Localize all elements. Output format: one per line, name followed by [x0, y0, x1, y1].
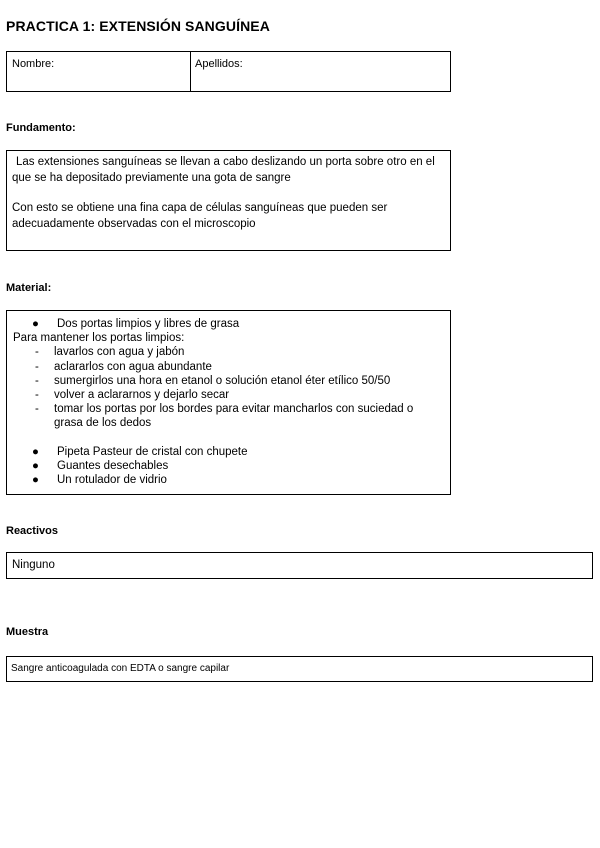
- muestra-value: Sangre anticoagulada con EDTA o sangre capilar: [11, 663, 230, 674]
- material-item: [13, 317, 444, 331]
- fundamento-paragraph-2: Con esto se obtiene una fina capa de células sanguíneas que pueden ser adecuadamente observadas con el microscopio: [12, 202, 388, 230]
- cleaning-step: [13, 402, 444, 430]
- bullet-icon: ●: [32, 318, 39, 330]
- material-box: [6, 310, 451, 495]
- material-item-text: Guantes desechables: [57, 459, 169, 472]
- apellidos-label: Apellidos:: [195, 58, 243, 70]
- cleaning-step: [13, 374, 444, 388]
- cleaning-step: [13, 360, 444, 374]
- fundamento-heading: Fundamento:: [6, 122, 76, 134]
- material-item: [13, 473, 444, 487]
- material-item-text: Pipeta Pasteur de cristal con chupete: [57, 445, 248, 458]
- name-fields-box: [6, 51, 451, 92]
- material-item-text: Dos portas limpios y libres de grasa: [57, 318, 240, 330]
- cleaning-step: [13, 388, 444, 402]
- apellidos-field[interactable]: [190, 52, 450, 91]
- fundamento-box: [6, 150, 451, 251]
- dash-marker: -: [35, 403, 39, 416]
- cleaning-step-text: tomar los portas por los bordes para evitar mancharlos con suciedad o grasa de los dedos: [54, 403, 414, 430]
- cleaning-step-text: volver a aclararnos y dejarlo secar: [54, 389, 230, 402]
- dash-marker: -: [35, 374, 39, 387]
- bullet-icon: ●: [32, 459, 39, 472]
- nombre-field[interactable]: [7, 52, 191, 91]
- bullet-icon: ●: [32, 474, 39, 487]
- cleaning-intro: Para mantener los portas limpios:: [13, 332, 185, 345]
- cleaning-step-text: lavarlos con agua y jabón: [54, 346, 185, 359]
- cleaning-step-text: sumergirlos una hora en etanol o solución etanol éter etílico 50/50: [54, 374, 391, 387]
- dash-marker: -: [35, 346, 39, 359]
- material-heading: Material:: [6, 282, 52, 294]
- material-item-text: Un rotulador de vidrio: [57, 474, 167, 487]
- reactivos-value: Ninguno: [12, 559, 55, 571]
- nombre-label: Nombre:: [12, 58, 55, 70]
- dash-marker: -: [35, 389, 39, 402]
- muestra-heading: Muestra: [6, 626, 49, 638]
- reactivos-box: [6, 552, 593, 579]
- bullet-icon: ●: [32, 445, 39, 458]
- material-item: [13, 459, 444, 473]
- cleaning-step: [13, 345, 444, 359]
- reactivos-heading: Reactivos: [6, 525, 58, 537]
- page-title: PRACTICA 1: EXTENSIÓN SANGUÍNEA: [6, 18, 270, 34]
- muestra-box: [6, 656, 593, 682]
- dash-marker: -: [35, 360, 39, 373]
- material-item: [13, 445, 444, 459]
- cleaning-step-text: aclararlos con agua abundante: [54, 360, 212, 373]
- fundamento-paragraph-1: Las extensiones sanguíneas se llevan a cabo deslizando un porta sobre otro en el que se ha depositado previamente una gota de sangre: [12, 156, 435, 184]
